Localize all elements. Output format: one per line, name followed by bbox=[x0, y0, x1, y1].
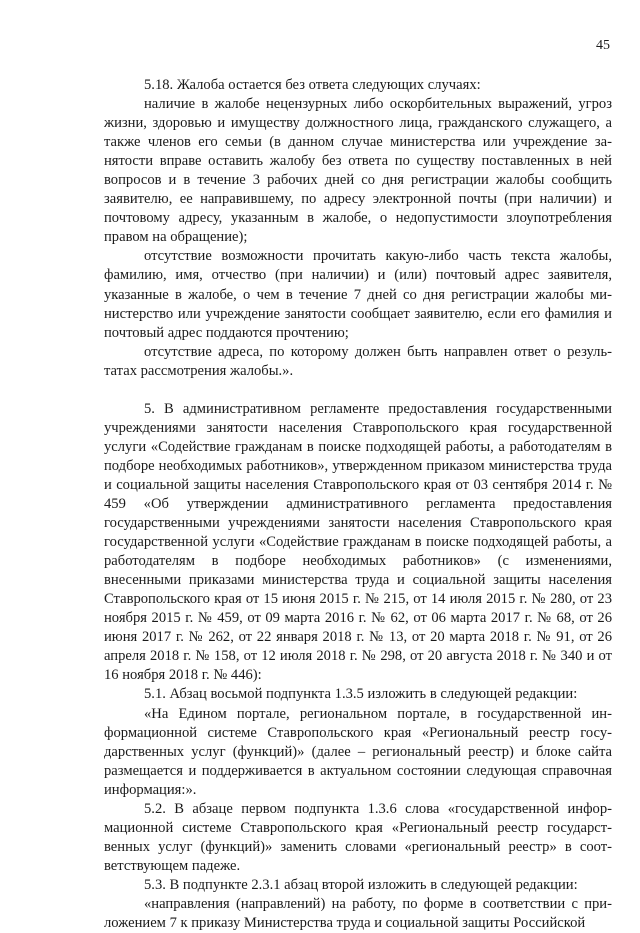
paragraph-5-2: 5.2. В абзаце первом подпункта 1.3.6 слова «государственной информационной системе Ставропольского края «Региональный реестр государственных услуг (функций)» заменить словами «региональный реестр» в соответствующем падеже. bbox=[104, 800, 612, 874]
page-number: 45 bbox=[596, 38, 610, 53]
paragraph-missing-address: отсутствие адреса, по которому должен быть направлен ответ о результатах рассмотрения жалобы.». bbox=[104, 343, 612, 379]
document-body bbox=[104, 76, 612, 933]
paragraph-5: 5. В административном регламенте предоставления государственными учреждениями занятости населения Ставропольского края государственной услуги «Содействие гражданам в поиске подходящей работы, а работодателям в подборе необходимых работников», утвержденном приказом министерства труда и социальной защиты населения Ставропольского края от 03 сентября 2014 г. № 459 «Об утверждении административного регламента предоставления государственными учреждениями занятости населения Ставропольского края государственной услуги «Содействие гражданам в поиске подходящей работы, а работодателям в подборе необходимых работников» (с изменениями, внесенными приказами министерства труда и социальной защиты населения Ставропольского края от 15 июня 2015 г. № 215, от 14 июля 2015 г. № 280, от 23 ноября 2015 г. № 459, от 09 марта 2016 г. № 62, от 06 марта 2017 г. № 68, от 26 июня 2017 г. № 262, от 22 января 2018 г. № 13, от 20 марта 2018 г. № 91, от 26 апреля 2018 г. № 158, от 12 июля 2018 г. № 298, от 20 августа 2018 г. № 340 и от 16 ноября 2018 г. № 446): bbox=[104, 400, 612, 684]
paragraph-referral: «направления (направлений) на работу, по форме в соответствии с приложением 7 к приказу Министерства труда и социальной защиты Российской bbox=[104, 895, 612, 932]
paragraph-unreadable-text: отсутствие возможности прочитать какую-либо часть текста жалобы, фамилию, имя, отчество (при наличии) и (или) почтовый адрес заявителя, указанные в жалобе, о чем в течение 7 дней со дня регистрации жалобы министерство или учреждение занятости сообщает заявителю, если его фамилия и почтовый адрес поддаются прочтению; bbox=[104, 248, 612, 341]
paragraph-5-1: 5.1. Абзац восьмой подпункта 1.3.5 изложить в следующей редакции: bbox=[144, 686, 578, 703]
paragraph-5-3: 5.3. В подпункте 2.3.1 абзац второй изложить в следующей редакции: bbox=[144, 876, 578, 893]
paragraph-unified-portal: «На Едином портале, региональном портале, в государственной информационной системе Ставропольского края «Региональный реестр государственных услуг (функций)» (далее – региональный реестр) и блоке сайта размещается и поддерживается в актуальном состоянии следующая справочная информация:». bbox=[104, 705, 612, 798]
paragraph-5-18: 5.18. Жалоба остается без ответа следующих случаях: bbox=[144, 77, 481, 93]
paragraph-obscene-content: наличие в жалобе нецензурных либо оскорбительных выражений, угроз жизни, здоровью и имуществу должностного лица, гражданского служащего, а также членов его семьи (в данном случае министерства или учреждение занятости вправе оставить жалобу без ответа по существу поставленных в ней вопросов и в течение 3 рабочих дней со дня регистрации жалобы сообщить заявителю, ее направившему, по адресу электронной почты (при наличии) и почтовому адресу, указанным в жалобе, о недопустимости злоупотребления правом на обращение); bbox=[104, 96, 612, 246]
